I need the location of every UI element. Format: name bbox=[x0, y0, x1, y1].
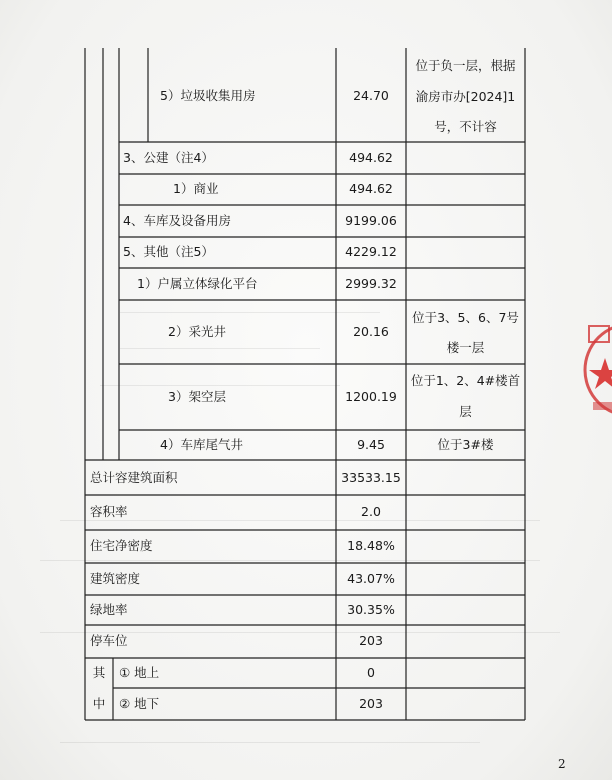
row-note: 渝房市办[2024]1 bbox=[415, 89, 516, 104]
row-value: 9199.06 bbox=[345, 213, 397, 228]
row-value: 2.0 bbox=[361, 504, 381, 519]
row-value: 2999.32 bbox=[345, 276, 397, 291]
row-value: 1200.19 bbox=[345, 389, 397, 404]
side-label-bottom: 中 bbox=[92, 696, 106, 711]
row-label: 4）车库尾气井 bbox=[160, 437, 243, 452]
row-label: 5）垃圾收集用房 bbox=[160, 88, 256, 103]
row-note: 楼一层 bbox=[446, 340, 485, 355]
row-label: 5、其他（注5） bbox=[123, 244, 214, 259]
row-label: 住宅净密度 bbox=[90, 538, 153, 553]
row-note: 位于1、2、4#楼首 bbox=[410, 373, 521, 388]
row-label: 3）架空层 bbox=[168, 389, 226, 404]
row-value: 0 bbox=[367, 665, 375, 680]
row-note: 层 bbox=[459, 404, 472, 419]
row-label: 绿地率 bbox=[90, 602, 128, 617]
row-note: 位于3#楼 bbox=[437, 437, 494, 452]
row-note: 号，不计容 bbox=[434, 119, 497, 134]
row-note: 位于3、5、6、7号 bbox=[412, 310, 519, 325]
row-value: 9.45 bbox=[357, 437, 385, 452]
seal-stamp-icon bbox=[583, 300, 612, 440]
row-value: 18.48% bbox=[347, 538, 395, 553]
row-value: 24.70 bbox=[353, 88, 389, 103]
row-value: 203 bbox=[359, 633, 383, 648]
row-value: 494.62 bbox=[349, 181, 393, 196]
row-label: 3、公建（注4） bbox=[123, 150, 214, 165]
row-label: 1）商业 bbox=[173, 181, 219, 196]
row-value: 203 bbox=[359, 696, 383, 711]
row-value: 30.35% bbox=[347, 602, 395, 617]
row-value: 33533.15 bbox=[341, 470, 401, 485]
row-value: 494.62 bbox=[349, 150, 393, 165]
row-label: 4、车库及设备用房 bbox=[123, 213, 231, 228]
row-value: 4229.12 bbox=[345, 244, 397, 259]
row-label: 容积率 bbox=[90, 504, 128, 519]
row-label: ② 地下 bbox=[119, 696, 160, 711]
page-number: 2 bbox=[558, 757, 566, 771]
row-note: 位于负一层，根据 bbox=[415, 58, 516, 73]
side-label-top: 其 bbox=[92, 665, 106, 680]
row-label: 停车位 bbox=[90, 633, 128, 648]
row-value: 20.16 bbox=[353, 324, 389, 339]
row-label: 1）户属立体绿化平台 bbox=[137, 276, 258, 291]
row-label: 2）采光井 bbox=[168, 324, 226, 339]
row-label: 建筑密度 bbox=[90, 571, 141, 586]
row-label: ① 地上 bbox=[119, 665, 160, 680]
row-label: 总计容建筑面积 bbox=[90, 470, 178, 485]
row-value: 43.07% bbox=[347, 571, 395, 586]
